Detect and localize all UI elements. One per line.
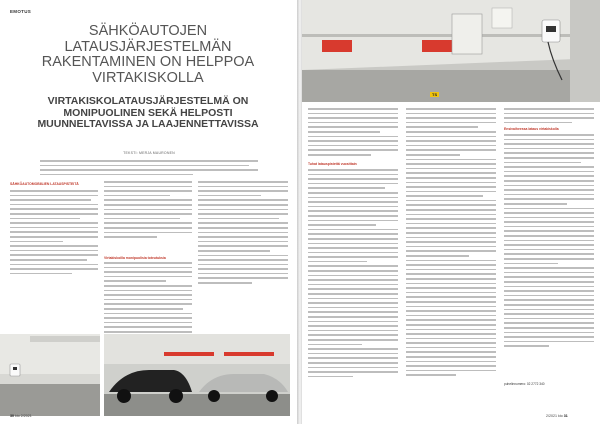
magazine-name: kto <box>558 414 563 418</box>
left-column-2-text <box>104 181 192 241</box>
column-heading: Tuhat latauspistettä vuosittain <box>308 162 357 166</box>
page-number: 30 <box>10 414 14 418</box>
right-column-1b-text <box>308 169 398 380</box>
right-column-3b-text <box>504 134 594 350</box>
busbar-chargers-photo <box>302 0 600 102</box>
right-column-1 <box>308 160 398 168</box>
column-heading: Ensivaiheessa lataus virtakiskolla <box>504 127 559 131</box>
section-label: EMOTUS <box>10 9 32 14</box>
contact-phone: puhelinnumero: 02 2772 340 <box>504 382 545 386</box>
lead-paragraph <box>40 160 258 178</box>
right-page <box>302 0 600 424</box>
left-column-3-text <box>198 181 288 287</box>
left-column-1 <box>10 180 98 188</box>
right-column-2-text <box>406 108 496 379</box>
article-subheadline: VIRTAKISKOLATAUSJÄRJESTELMÄ ON MONIPUOLINEN SEKÄ HELPOSTI MUUNNELTAVISSA JA LAAJENNETTAVISSA <box>37 95 259 130</box>
garage-charger-photo <box>0 334 100 416</box>
left-column-1-text <box>10 190 98 277</box>
left-page <box>0 0 298 424</box>
issue: 2/2021 <box>20 414 32 418</box>
photo-tag: TS <box>432 92 438 97</box>
byline: TEKSTI: MERJA MAURONEN <box>123 151 175 155</box>
magazine-name: kto <box>15 414 20 418</box>
article-headline: SÄHKÖAUTOJEN LATAUSJÄRJESTELMÄN RAKENTAMINEN ON HELPPOA VIRTAKISKOLLA <box>41 23 255 86</box>
right-column-3 <box>504 125 594 133</box>
page-number: 31 <box>563 414 568 418</box>
left-footer <box>10 414 32 418</box>
parking-cars-photo <box>104 334 290 416</box>
right-footer <box>546 414 568 418</box>
right-column-3c <box>504 382 594 387</box>
right-column-1-text <box>308 108 398 159</box>
column-heading: SÄHKÖAUTOMOBIILIEN LATAUSPISTEITÄ <box>10 182 79 186</box>
issue: 2/2021 <box>546 414 557 418</box>
left-column-2 <box>104 254 192 262</box>
column-heading: Virtakiskoilla monipuolisia toteutuksia <box>104 256 166 260</box>
right-column-3-text <box>504 108 594 126</box>
